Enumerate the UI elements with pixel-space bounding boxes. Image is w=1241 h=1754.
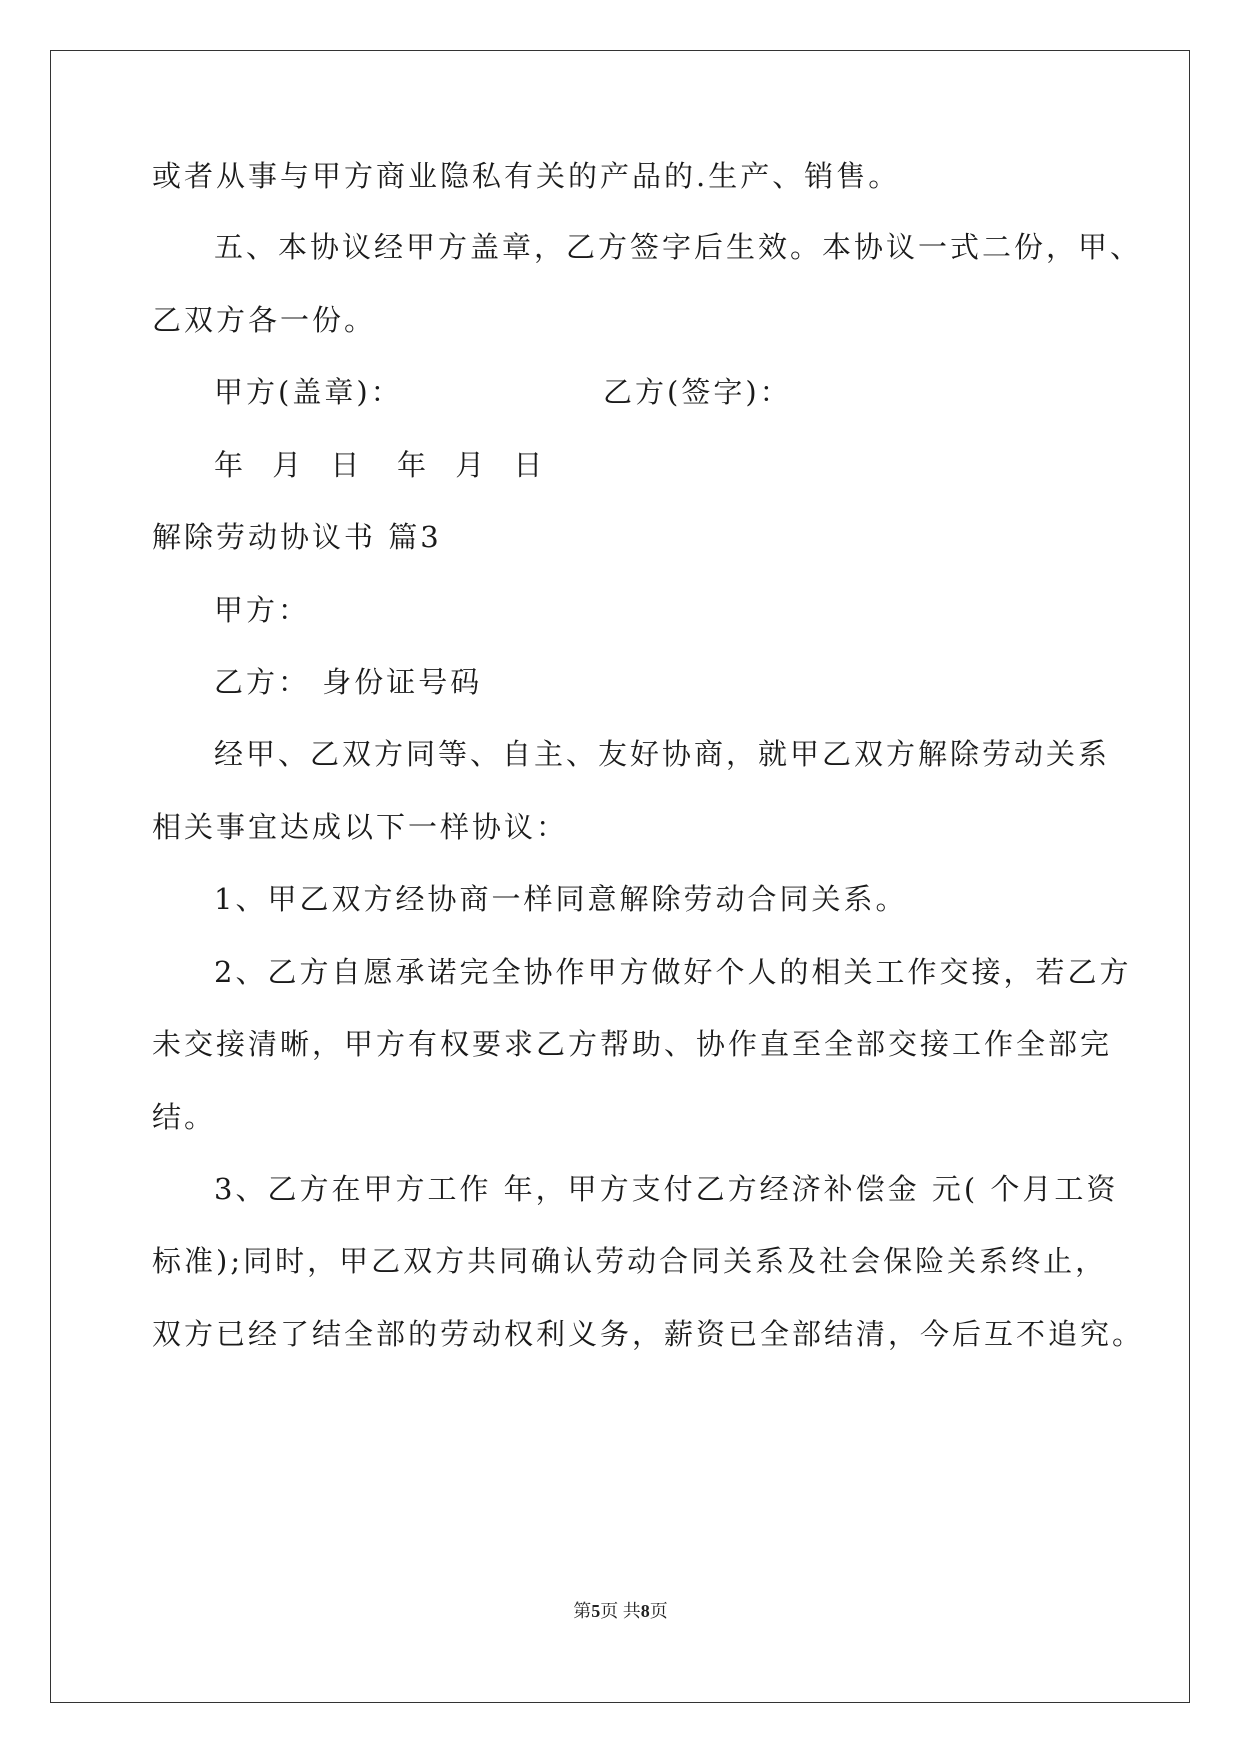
page-mid: 页 共 <box>600 1601 641 1621</box>
page-prefix: 第 <box>573 1601 592 1621</box>
body-line: 标准);同时，甲乙双方共同确认劳动合同关系及社会保险关系终止， <box>152 1244 1108 1278</box>
body-line: 或者从事与甲方商业隐私有关的产品的.生产、销售。 <box>152 159 901 193</box>
page-suffix: 页 <box>649 1601 668 1621</box>
date-line-a: 年 月 日 <box>214 448 370 482</box>
body-line: 未交接清晰，甲方有权要求乙方帮助、协作直至全部交接工作全部完 <box>152 1027 1113 1061</box>
page-footer <box>0 1599 1241 1623</box>
section-title: 解除劳动协议书 篇3 <box>152 520 442 554</box>
body-line: 乙双方各一份。 <box>152 303 377 337</box>
date-line-b: 年 月 日 <box>397 448 553 482</box>
body-line: 五、本协议经甲方盖章，乙方签字后生效。本协议一式二份，甲、 <box>214 230 1143 264</box>
clause-3: 3、乙方在甲方工作 年，甲方支付乙方经济补偿金 元( 个月工资 <box>214 1172 1119 1206</box>
party-a-seal-label: 甲方(盖章)： <box>214 375 403 409</box>
body-line: 双方已经了结全部的劳动权利义务，薪资已全部结清，今后互不追究。 <box>152 1317 1145 1351</box>
page-total: 8 <box>640 1601 650 1621</box>
body-line: 相关事宜达成以下一样协议： <box>152 810 569 844</box>
body-line: 结。 <box>152 1100 217 1134</box>
party-b-id-label: 乙方： 身份证号码 <box>214 665 483 699</box>
party-b-sign-label: 乙方(签字)： <box>603 375 792 409</box>
clause-1: 1、甲乙双方经协商一样同意解除劳动合同关系。 <box>214 882 908 916</box>
page-border <box>50 50 1190 1703</box>
party-a-label: 甲方： <box>214 593 311 627</box>
page-current: 5 <box>591 1601 601 1621</box>
clause-2: 2、乙方自愿承诺完全协作甲方做好个人的相关工作交接，若乙方 <box>214 955 1132 989</box>
body-line: 经甲、乙双方同等、自主、友好协商，就甲乙双方解除劳动关系 <box>214 737 1111 771</box>
